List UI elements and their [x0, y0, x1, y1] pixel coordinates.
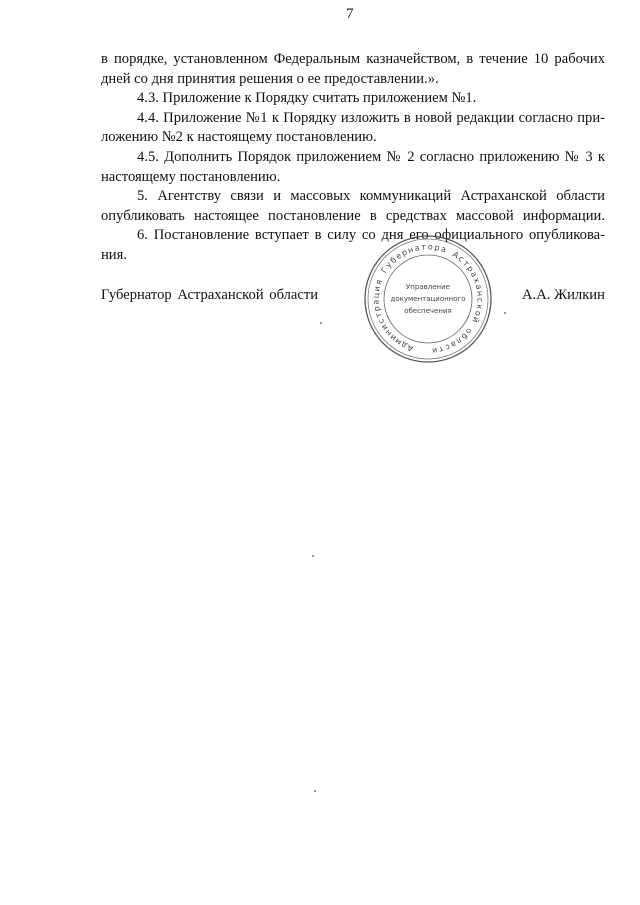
- stamp-ring-letter: я: [373, 278, 384, 287]
- stamp-ring-letter: Г: [379, 265, 390, 275]
- stamp-center-line: Управление: [406, 283, 450, 291]
- stamp-ring-letter: т: [437, 344, 445, 355]
- stamp-ring-letter: о: [463, 326, 474, 336]
- stamp-ring-letter: н: [474, 290, 485, 297]
- stamp-ring-letter: е: [394, 250, 404, 262]
- text-line: 4.4. Приложение №1 к Порядку изложить в новой редакции согласно при-: [137, 109, 605, 126]
- stamp-ring-letter: к: [474, 303, 485, 310]
- stamp-ring-letter: т: [420, 242, 427, 252]
- official-stamp: [358, 234, 498, 364]
- scan-speck: [314, 790, 316, 792]
- signatory-title: Губернатор Астраханской области: [101, 287, 319, 303]
- stamp-ring-letter: и: [431, 345, 438, 356]
- stamp-ring-letter: о: [427, 242, 434, 252]
- text-line: опубликовать настоящее постановление в средствах массовой информации.: [101, 207, 605, 224]
- stamp-ring-letter: т: [461, 258, 471, 269]
- stamp-ring-letter: р: [372, 305, 382, 313]
- stamp-ring-letter: а: [413, 243, 421, 254]
- text-line: ния.: [101, 246, 127, 263]
- text-line: дней со дня принятия решения о ее предоставлении.».: [101, 70, 439, 87]
- stamp-ring-letter: ц: [371, 292, 381, 299]
- stamp-ring-letter: с: [475, 297, 485, 303]
- body-text: [101, 50, 605, 266]
- stamp-ring-letter: м: [393, 336, 404, 348]
- page-number: 7: [346, 6, 354, 22]
- stamp-ring-letter: р: [433, 242, 441, 253]
- text-line: 5. Агентству связи и массовых коммуникаций Астраханской области: [137, 188, 605, 205]
- stamp-ring-letter: и: [379, 322, 390, 332]
- stamp-ring-letter: н: [406, 244, 415, 256]
- stamp-ring-letter: а: [439, 244, 448, 255]
- stamp-ring-letter: А: [406, 342, 415, 354]
- text-line: 4.5. Дополнить Порядок приложением № 2 согласно приложению № 3 к: [137, 148, 605, 165]
- text-line: настоящему постановлению.: [101, 168, 281, 185]
- scan-speck: [312, 555, 314, 557]
- text-line: в порядке, установленном Федеральным казначейством, в течение 10 рабочих: [101, 51, 605, 67]
- stamp-ring-letter: и: [372, 285, 382, 293]
- stamp-ring-letter: А: [450, 249, 461, 261]
- stamp-ring-letter: у: [383, 260, 394, 270]
- stamp-ring-letter: б: [388, 255, 399, 266]
- stamp-ring-letter: а: [473, 283, 484, 291]
- stamp-ring-letter: т: [373, 311, 384, 319]
- stamp-ring-letter: о: [472, 309, 483, 318]
- stamp-ring-letter: р: [400, 247, 409, 258]
- text-line: 6. Постановление вступает в силу со дня его официального опубликова-: [137, 227, 605, 244]
- stamp-center-line: обеспечения: [404, 307, 452, 315]
- stamp-ring-letter: л: [454, 335, 465, 346]
- stamp-ring-letter: а: [449, 339, 459, 350]
- stamp-ring-letter: а: [371, 299, 381, 305]
- stamp-ring-letter: а: [468, 270, 479, 279]
- stamp-ring-letter: с: [456, 254, 466, 264]
- stamp-ring-letter: с: [443, 342, 452, 353]
- stamp-ring-letter: б: [459, 331, 470, 342]
- scan-speck: [504, 312, 506, 314]
- stamp-ring-letter: д: [399, 339, 409, 351]
- stamp-ring-letter: и: [388, 332, 399, 343]
- text-line: ложению №2 к настоящему постановлению.: [101, 129, 377, 146]
- stamp-ring-letter: н: [383, 327, 394, 338]
- stamp-ring-letter: й: [470, 315, 481, 324]
- stamp-center-line: документационного: [390, 295, 466, 303]
- stamp-ring-letter: с: [376, 317, 387, 326]
- scan-speck: [320, 322, 322, 324]
- text-line: 4.3. Приложение к Порядку считать приложением №1.: [137, 90, 477, 107]
- stamp-ring-letter: х: [471, 276, 482, 285]
- signatory-name: А.А. Жилкин: [522, 287, 605, 303]
- stamp-ring-letter: р: [465, 264, 476, 274]
